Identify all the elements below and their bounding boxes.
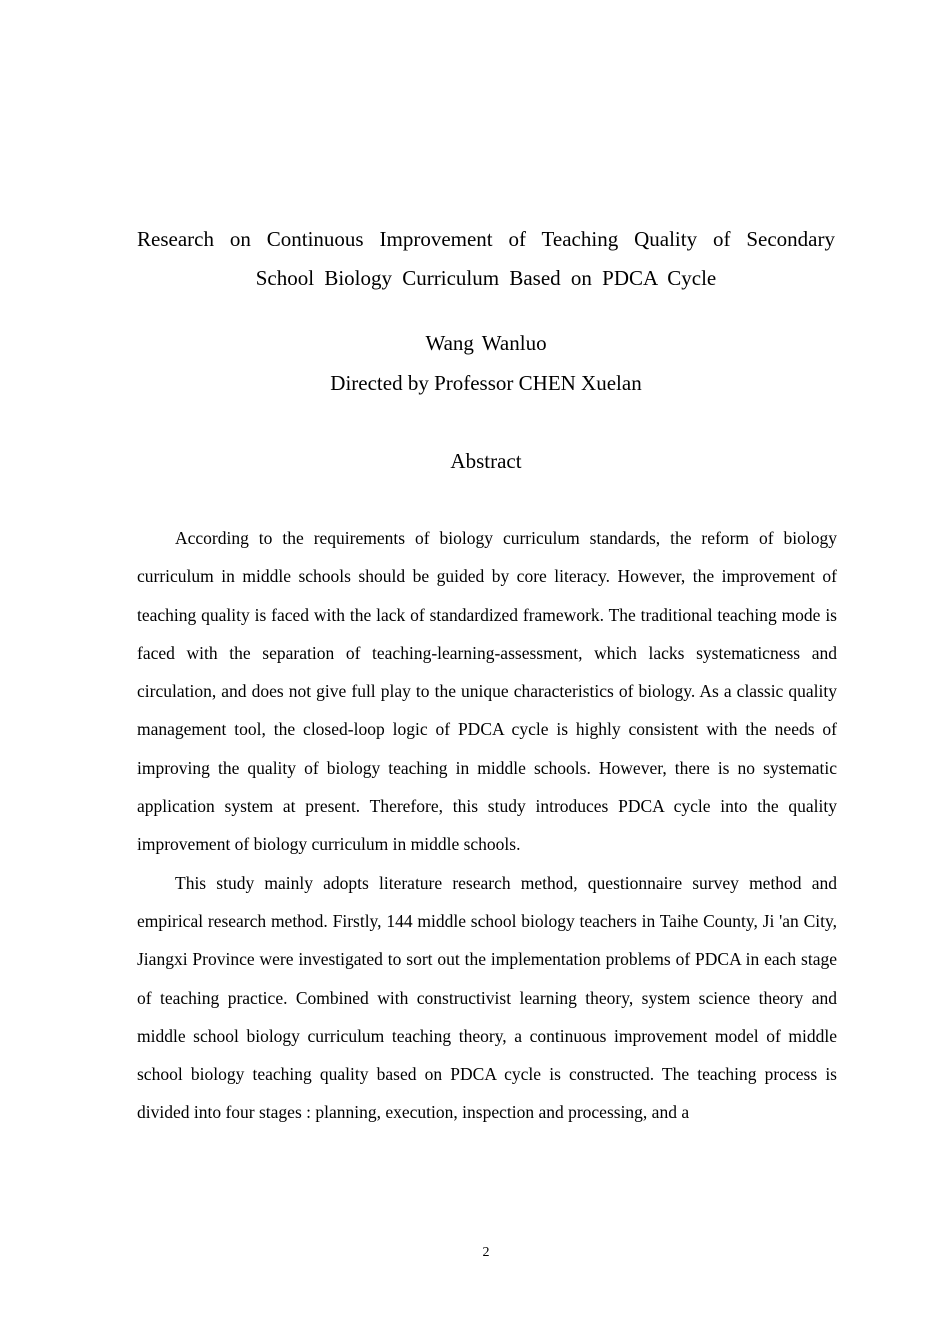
- abstract-paragraph-1: According to the requirements of biology curriculum standards, the reform of biology curriculum in middle schools should be guided by core literacy. However, the improvement of teaching quality is faced with the lack of standardized framework. The traditional teaching mode is faced with the separation of teaching-learning-assessment, which lacks systematicness and circulation, and does not give full play to the unique characteristics of biology. As a classic quality management tool, the closed-loop logic of PDCA cycle is highly consistent with the needs of improving the quality of biology teaching in middle schools. However, there is no systematic application system at present. Therefore, this study introduces PDCA cycle into the quality improvement of biology curriculum in middle schools.: [137, 528, 837, 855]
- page-number: 2: [482, 1245, 490, 1260]
- thesis-title: [137, 220, 835, 298]
- abstract-heading: Abstract: [450, 449, 522, 473]
- title-line-2: School Biology Curriculum Based on PDCA Cycle: [255, 266, 717, 290]
- author-name: Wang Wanluo: [425, 331, 547, 355]
- title-line-1: Research on Continuous Improvement of Teaching Quality of Secondary: [137, 227, 835, 251]
- abstract-paragraph-2: This study mainly adopts literature research method, questionnaire survey method and empirical research method. Firstly, 144 middle school biology teachers in Taihe County, Ji 'an City, Jiangxi Province were investigated to sort out the implementation problems of PDCA in each stage of teaching practice. Combined with constructivist learning theory, system science theory and middle school biology curriculum teaching theory, a continuous improvement model of middle school biology teaching quality based on PDCA cycle is constructed. The teaching process is divided into four stages : planning, execution, inspection and processing, and a: [137, 872, 837, 1123]
- advisor-line: Directed by Professor CHEN Xuelan: [330, 371, 642, 395]
- abstract-body: [137, 519, 837, 1132]
